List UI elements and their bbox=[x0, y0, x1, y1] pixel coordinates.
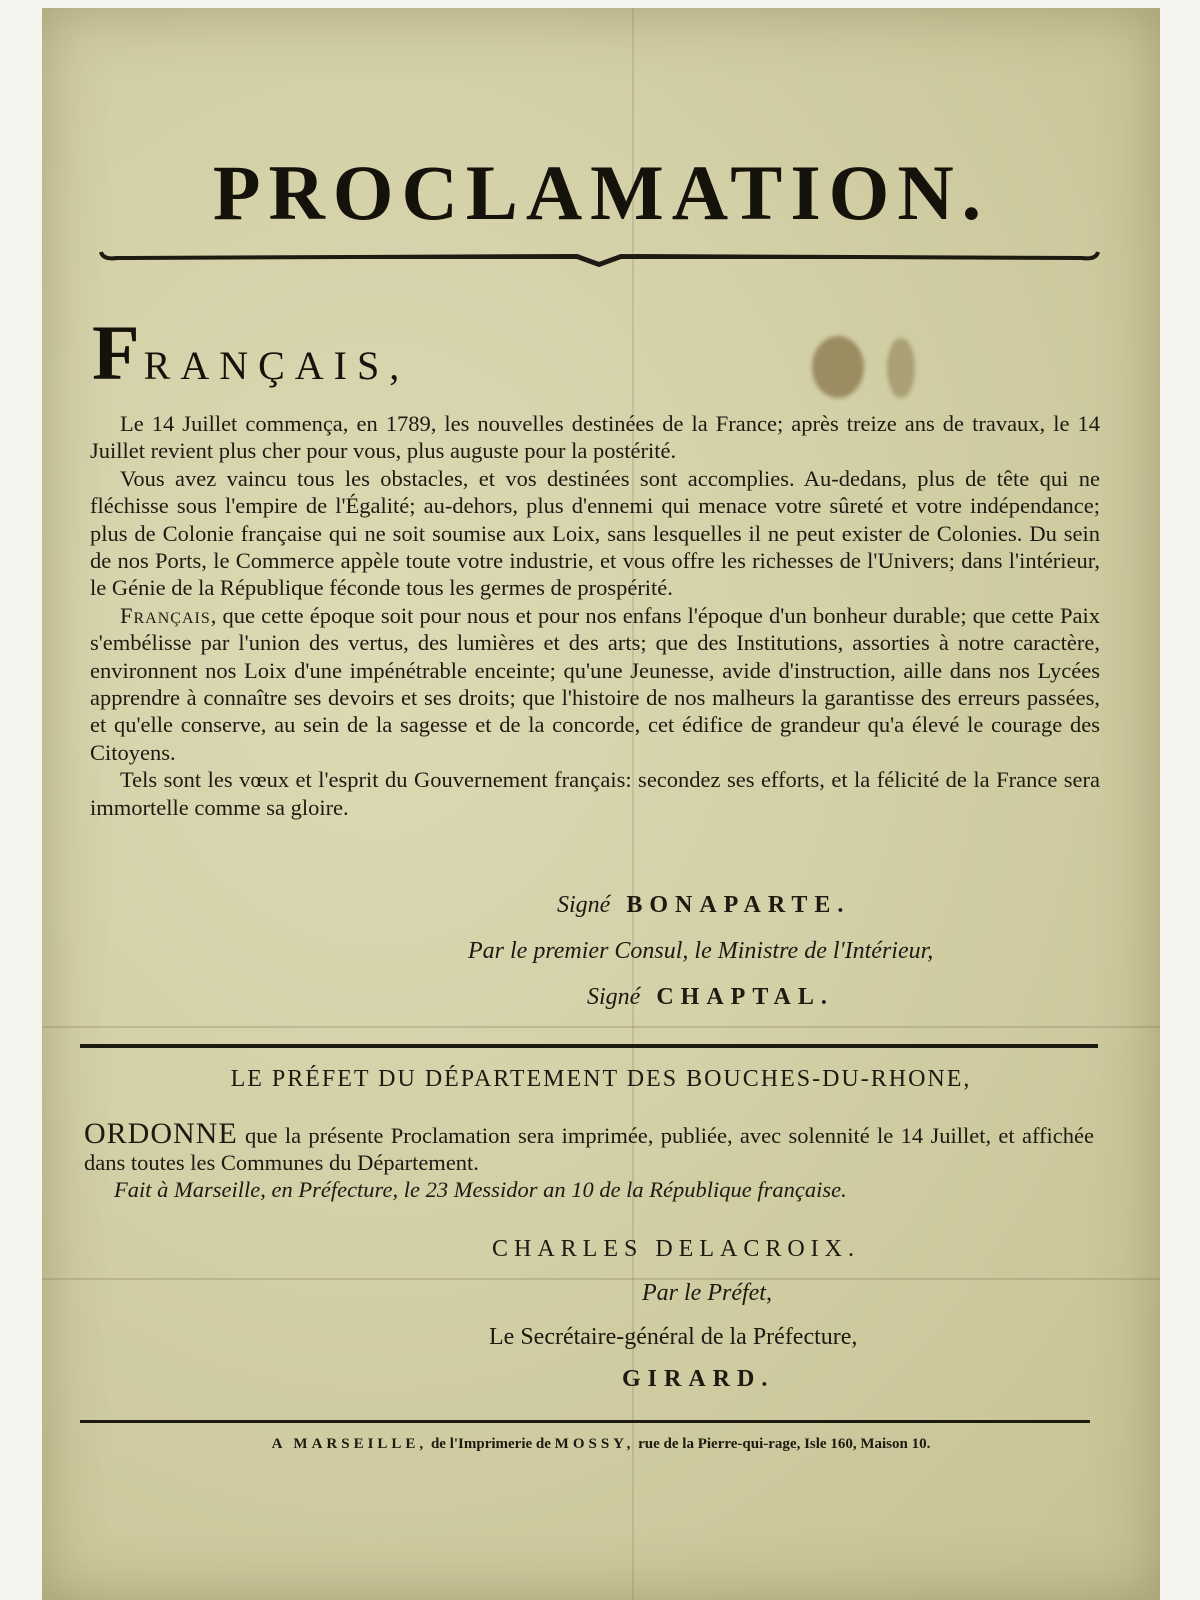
paragraph-3-lead: Français bbox=[120, 602, 211, 628]
section-divider bbox=[80, 1044, 1098, 1048]
fold-line bbox=[42, 1026, 1160, 1028]
signature-name: CHAPTAL. bbox=[656, 984, 834, 1010]
par-le-prefet-text: Par le Préfet, bbox=[642, 1280, 772, 1306]
par-le-prefet bbox=[642, 1280, 788, 1307]
imprint-divider bbox=[80, 1420, 1090, 1423]
ink-stain bbox=[812, 336, 864, 398]
signature-prefix: Signé bbox=[557, 892, 611, 918]
signature-chaptal bbox=[587, 984, 834, 1011]
printer-imprint bbox=[42, 1436, 1160, 1453]
ink-stain bbox=[887, 338, 915, 398]
salutation bbox=[92, 308, 409, 398]
proclamation-sheet bbox=[42, 8, 1160, 1600]
imprint-printer: MOSSY, bbox=[554, 1436, 635, 1452]
order-lead: ORDONNE bbox=[84, 1117, 238, 1150]
secretary-line bbox=[489, 1324, 857, 1351]
title-ornament-rule bbox=[97, 246, 1102, 270]
signatory-delacroix bbox=[492, 1236, 860, 1263]
imprint-prefix: de l'Imprimerie de bbox=[430, 1436, 551, 1452]
imprint-address: rue de la Pierre-qui-rage, Isle 160, Maison 10. bbox=[638, 1436, 931, 1452]
salutation-rest: RANÇAIS, bbox=[143, 343, 410, 388]
page-title: PROCLAMATION. bbox=[212, 149, 990, 236]
fold-line bbox=[42, 1278, 1160, 1280]
signature-prefix: Signé bbox=[587, 984, 641, 1010]
paragraph-3 bbox=[90, 602, 1100, 766]
order-text: que la présente Proclamation sera imprimée, publiée, avec solennité le 14 Juillet, et affichée dans toutes les Communes du Département. bbox=[84, 1123, 1095, 1175]
secretary-signature bbox=[622, 1366, 774, 1393]
countersign-line bbox=[468, 938, 949, 965]
signatory-name: CHARLES DELACROIX. bbox=[492, 1236, 861, 1262]
signature-bonaparte bbox=[557, 892, 850, 919]
fait-line: Fait à Marseille, en Préfecture, le 23 Messidor an 10 de la République française. bbox=[114, 1177, 847, 1202]
proclamation-body bbox=[90, 410, 1100, 821]
paragraph-3-rest: , que cette époque soit pour nous et pour nos enfans l'époque d'un bonheur durable; que cette Paix s'embélisse par l'union des vertus, des lumières et des arts; que des Institutions, assorties à notre caractère, environnent nos Loix d'une impénétrable enceinte; qu'une Jeunesse, avide d'instruction, aille dans nos Lycées apprendre à connaître ses devoirs et ses droits; que l'histoire de nos malheurs la garantisse des erreurs passées, et qu'elle conserve, au sein de la sagesse et de la concorde, cet édifice de grandeur qu'a élevé le courage des Citoyens. bbox=[90, 602, 1100, 765]
prefect-heading: LE PRÉFET DU DÉPARTEMENT DES BOUCHES-DU-RHONE, bbox=[230, 1066, 972, 1092]
order-paragraph bbox=[84, 1117, 1095, 1176]
countersign-text: Par le premier Consul, le Ministre de l'Intérieur, bbox=[468, 938, 934, 964]
secretary-name: GIRARD. bbox=[622, 1366, 775, 1392]
signature-name: BONAPARTE. bbox=[626, 892, 851, 918]
paragraph-1: Le 14 Juillet commença, en 1789, les nouvelles destinées de la France; après treize ans de travaux, le 14 Juillet revient plus cher pour vous, plus auguste pour la postérité. bbox=[90, 411, 1100, 464]
paragraph-4: Tels sont les vœux et l'esprit du Gouvernement français: secondez ses efforts, et la félicité de la France sera immortelle comme sa gloire. bbox=[90, 767, 1100, 820]
paragraph-2: Vous avez vaincu tous les obstacles, et vos destinées sont accomplies. Au-dedans, plus de tête qui ne fléchisse sous l'empire de l'Égalité; au-dehors, plus d'ennemi qui menace votre sûreté et votre indépendance; plus de Colonie française qui ne soit soumise aux Loix, sans lesquelles il ne peut exister de Colonies. Du sein de nos Ports, le Commerce appèle toute votre industrie, et vous offre les richesses de l'Univers; dans l'intérieur, le Génie de la République féconde tous les germes de prospérité. bbox=[90, 465, 1100, 601]
salutation-initial: F bbox=[92, 309, 144, 396]
prefect-order bbox=[84, 1117, 1095, 1203]
imprint-city: A MARSEILLE, bbox=[271, 1436, 428, 1452]
secretary-text: Le Secrétaire-général de la Préfecture, bbox=[489, 1324, 858, 1350]
